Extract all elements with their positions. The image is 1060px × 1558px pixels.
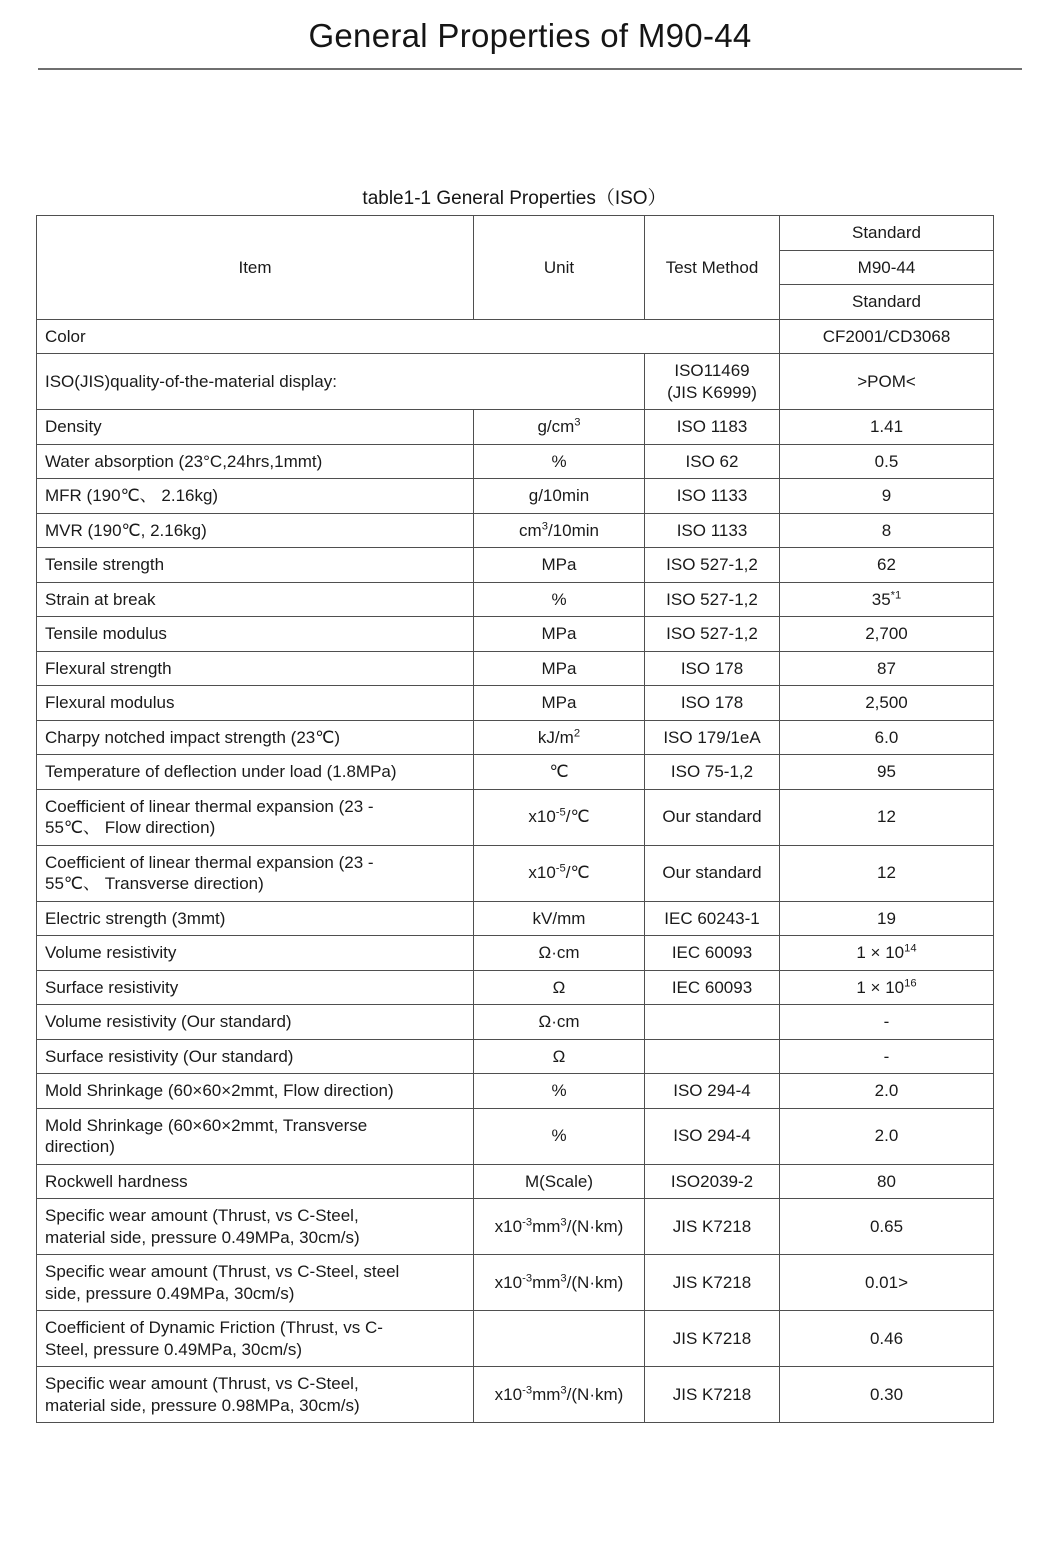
property-row <box>37 1199 994 1255</box>
value-cell: >POM< <box>780 354 994 410</box>
method-cell: ISO 294-4 <box>645 1074 780 1109</box>
item-cell: Mold Shrinkage (60×60×2mmt, Transverse direction) <box>37 1108 474 1164</box>
title-divider <box>38 68 1022 70</box>
value-cell: $1 \times 10^{14}$ <box>780 936 994 971</box>
property-row <box>37 513 994 548</box>
method-cell: ISO2039-2 <box>645 1164 780 1199</box>
method-cell: JIS K7218 <box>645 1255 780 1311</box>
method-cell: IEC 60243-1 <box>645 901 780 936</box>
method-cell: JIS K7218 <box>645 1199 780 1255</box>
value-cell: 1.41 <box>780 410 994 445</box>
property-row <box>37 354 994 410</box>
method-cell: IEC 60093 <box>645 936 780 971</box>
value-cell: 2,500 <box>780 686 994 721</box>
value-cell: $1 \times 10^{16}$ <box>780 970 994 1005</box>
method-cell: IEC 60093 <box>645 970 780 1005</box>
unit-cell: Ω <box>474 1039 645 1074</box>
unit-cell: $cm^3/10\min$ <box>474 513 645 548</box>
property-row <box>37 901 994 936</box>
table-header <box>37 216 994 320</box>
unit-cell: $kJ/m^2$ <box>474 720 645 755</box>
method-cell: ISO 1183 <box>645 410 780 445</box>
item-cell: MFR (190℃、 2.16kg) <box>37 479 474 514</box>
unit-cell: % <box>474 1074 645 1109</box>
property-row <box>37 845 994 901</box>
item-cell: Rockwell hardness <box>37 1164 474 1199</box>
unit-cell: Ω·cm <box>474 936 645 971</box>
method-cell: ISO 294-4 <box>645 1108 780 1164</box>
method-cell: Our standard <box>645 789 780 845</box>
property-row <box>37 479 994 514</box>
unit-cell: $x10^{-3}mm^3/(N\cdot km)$ <box>474 1255 645 1311</box>
item-cell: MVR (190℃, 2.16kg) <box>37 513 474 548</box>
unit-cell: $g/cm^3$ <box>474 410 645 445</box>
value-cell: 35$^{*1}$ <box>780 582 994 617</box>
value-cell: 87 <box>780 651 994 686</box>
property-row <box>37 1255 994 1311</box>
property-row <box>37 582 994 617</box>
unit-cell: % <box>474 582 645 617</box>
property-row <box>37 1005 994 1040</box>
unit-cell: kV/mm <box>474 901 645 936</box>
method-cell: ISO 1133 <box>645 479 780 514</box>
property-row <box>37 548 994 583</box>
table-caption: table1-1 General Properties（ISO） <box>362 188 667 209</box>
property-row <box>37 617 994 652</box>
method-cell: ISO 527-1,2 <box>645 582 780 617</box>
item-cell: Coefficient of Dynamic Friction (Thrust, vs C- Steel, pressure 0.49MPa, 30cm/s) <box>37 1311 474 1367</box>
property-row <box>37 720 994 755</box>
value-cell: 0.65 <box>780 1199 994 1255</box>
item-cell: Flexural strength <box>37 651 474 686</box>
value-cell: 95 <box>780 755 994 790</box>
property-row <box>37 1108 994 1164</box>
value-cell: 0.46 <box>780 1311 994 1367</box>
unit-cell: $x10^{-5}/℃$ <box>474 789 645 845</box>
value-cell: 62 <box>780 548 994 583</box>
method-cell: ISO 1133 <box>645 513 780 548</box>
item-cell: Volume resistivity (Our standard) <box>37 1005 474 1040</box>
item-cell: Mold Shrinkage (60×60×2mmt, Flow direction) <box>37 1074 474 1109</box>
general-properties-table <box>36 215 994 1423</box>
value-cell: 2.0 <box>780 1074 994 1109</box>
value-cell: 80 <box>780 1164 994 1199</box>
item-cell: Coefficient of linear thermal expansion (23 - 55℃、 Transverse direction) <box>37 845 474 901</box>
table-body <box>37 319 994 1423</box>
method-cell: JIS K7218 <box>645 1367 780 1423</box>
property-row <box>37 936 994 971</box>
method-cell: ISO 62 <box>645 444 780 479</box>
value-cell: 8 <box>780 513 994 548</box>
unit-cell: Ω <box>474 970 645 1005</box>
unit-cell: $x10^{-3}mm^3/(N\cdot km)$ <box>474 1367 645 1423</box>
unit-cell: MPa <box>474 686 645 721</box>
property-row <box>37 1367 994 1423</box>
item-cell: Density <box>37 410 474 445</box>
property-row <box>37 651 994 686</box>
header-unit: Unit <box>474 216 645 320</box>
item-cell: Tensile strength <box>37 548 474 583</box>
property-row <box>37 789 994 845</box>
property-row <box>37 755 994 790</box>
value-cell: - <box>780 1005 994 1040</box>
property-row <box>37 1074 994 1109</box>
method-cell: Our standard <box>645 845 780 901</box>
method-cell: JIS K7218 <box>645 1311 780 1367</box>
item-cell: Tensile modulus <box>37 617 474 652</box>
value-cell: 12 <box>780 845 994 901</box>
property-row <box>37 970 994 1005</box>
property-row <box>37 410 994 445</box>
value-cell: 19 <box>780 901 994 936</box>
header-test-method: Test Method <box>645 216 780 320</box>
value-cell: - <box>780 1039 994 1074</box>
property-row <box>37 319 994 354</box>
item-cell: Water absorption (23°C,24hrs,1mmt) <box>37 444 474 479</box>
item-cell: Color <box>37 319 780 354</box>
item-cell: Specific wear amount (Thrust, vs C-Steel, material side, pressure 0.98MPa, 30cm/s) <box>37 1367 474 1423</box>
unit-cell: MPa <box>474 651 645 686</box>
value-cell: 9 <box>780 479 994 514</box>
unit-cell: $x10^{-3}mm^3/(N\cdot km)$ <box>474 1199 645 1255</box>
item-cell: Electric strength (3mmt) <box>37 901 474 936</box>
value-cell: 0.30 <box>780 1367 994 1423</box>
item-cell: ISO(JIS)quality-of-the-material display: <box>37 354 645 410</box>
method-cell: ISO11469 (JIS K6999) <box>645 354 780 410</box>
value-cell: 0.01> <box>780 1255 994 1311</box>
item-cell: Specific wear amount (Thrust, vs C-Steel, material side, pressure 0.49MPa, 30cm/s) <box>37 1199 474 1255</box>
value-cell: 6.0 <box>780 720 994 755</box>
page-title: General Properties of M90-44 <box>308 17 752 54</box>
method-cell: ISO 527-1,2 <box>645 548 780 583</box>
header-item: Item <box>37 216 474 320</box>
unit-cell: ℃ <box>474 755 645 790</box>
header-row-1 <box>37 216 994 251</box>
method-cell: ISO 527-1,2 <box>645 617 780 652</box>
unit-cell: $x10^{-5}/℃$ <box>474 845 645 901</box>
item-cell: Coefficient of linear thermal expansion (23 - 55℃、 Flow direction) <box>37 789 474 845</box>
value-cell: 12 <box>780 789 994 845</box>
property-row <box>37 1039 994 1074</box>
item-cell: Volume resistivity <box>37 936 474 971</box>
property-row <box>37 444 994 479</box>
property-row <box>37 1311 994 1367</box>
unit-cell: % <box>474 1108 645 1164</box>
unit-cell: MPa <box>474 548 645 583</box>
value-cell: 0.5 <box>780 444 994 479</box>
method-cell <box>645 1005 780 1040</box>
value-cell: 2.0 <box>780 1108 994 1164</box>
value-cell: CF2001/CD3068 <box>780 319 994 354</box>
item-cell: Temperature of deflection under load (1.8MPa) <box>37 755 474 790</box>
item-cell: Strain at break <box>37 582 474 617</box>
document-page <box>0 14 1060 1423</box>
header-standard-top: Standard <box>780 216 994 251</box>
method-cell: ISO 75-1,2 <box>645 755 780 790</box>
item-cell: Specific wear amount (Thrust, vs C-Steel, steel side, pressure 0.49MPa, 30cm/s) <box>37 1255 474 1311</box>
unit-cell: % <box>474 444 645 479</box>
header-grade-name: M90-44 <box>780 250 994 285</box>
value-cell: 2,700 <box>780 617 994 652</box>
item-cell: Charpy notched impact strength (23℃) <box>37 720 474 755</box>
property-row <box>37 1164 994 1199</box>
method-cell <box>645 1039 780 1074</box>
unit-cell: Ω·cm <box>474 1005 645 1040</box>
method-cell: ISO 178 <box>645 651 780 686</box>
unit-cell: M(Scale) <box>474 1164 645 1199</box>
header-standard-bottom: Standard <box>780 285 994 320</box>
unit-cell <box>474 1311 645 1367</box>
unit-cell: MPa <box>474 617 645 652</box>
unit-cell: g/10min <box>474 479 645 514</box>
item-cell: Flexural modulus <box>37 686 474 721</box>
property-row <box>37 686 994 721</box>
item-cell: Surface resistivity (Our standard) <box>37 1039 474 1074</box>
item-cell: Surface resistivity <box>37 970 474 1005</box>
method-cell: ISO 178 <box>645 686 780 721</box>
method-cell: ISO 179/1eA <box>645 720 780 755</box>
